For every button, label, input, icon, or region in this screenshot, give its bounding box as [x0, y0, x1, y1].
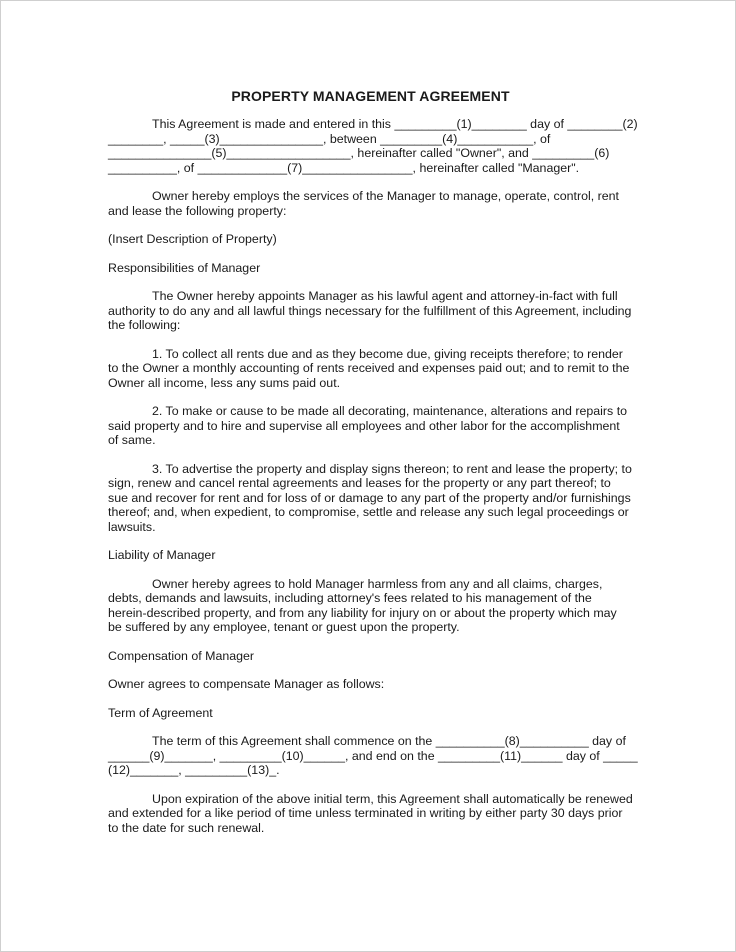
responsibilities-heading: Responsibilities of Manager [108, 260, 261, 275]
intro-paragraph [108, 117, 638, 175]
term-line-3: (12)_______, _________(13)_. [108, 763, 280, 777]
document-title: PROPERTY MANAGEMENT AGREEMENT [231, 88, 510, 104]
liability-heading: Liability of Manager [108, 548, 216, 562]
intro-line-4: __________, of _____________(7)________________, hereinafter called "Manager". [108, 160, 580, 175]
document-page [108, 88, 638, 849]
intro-line-1: This Agreement is made and entered in this _________(1)________ day of ________(2) [152, 117, 638, 131]
responsibility-item-1: 1. To collect all rents due and as they become due, giving receipts therefore; to render to the Owner a monthly accounting of rents received and expenses paid out; and to remit to the Owner all income, less any sums paid out. [108, 346, 630, 390]
responsibility-item-3: 3. To advertise the property and display signs thereon; to rent and lease the property; to sign, renew and cancel rental agreements and leases for the property or any part thereof; to sue and recover for rent and for loss of or damage to any part of the property and/or furnishings thereof; and, when expedient, to compromise, settle and release any such legal proceedings or lawsuits. [108, 461, 632, 534]
term-line-2: ______(9)_______, _________(10)______, and end on the _________(11)______ day of _____ [108, 748, 638, 763]
renewal-paragraph: Upon expiration of the above initial term, this Agreement shall automatically be renewed and extended for a like period of time unless terminated in writing by either party 30 days prior to the date for such renewal. [108, 791, 633, 835]
employ-paragraph: Owner hereby employs the services of the Manager to manage, operate, control, rent and lease the following property: [108, 189, 619, 218]
intro-line-3: _______________(5)__________________, hereinafter called "Owner", and _________(6) [108, 146, 610, 160]
property-placeholder: (Insert Description of Property) [108, 232, 277, 246]
term-heading: Term of Agreement [108, 705, 213, 720]
appoint-paragraph: The Owner hereby appoints Manager as his lawful agent and attorney-in-fact with full authority to do any and all lawful things necessary for the fulfillment of this Agreement, including the following: [108, 289, 632, 332]
intro-line-2: ________, _____(3)_______________, between _________(4)___________, of [108, 131, 551, 146]
term-line-1: The term of this Agreement shall commence on the __________(8)__________ day of [152, 734, 626, 748]
compensation-heading: Compensation of Manager [108, 648, 255, 663]
term-paragraph [108, 734, 638, 778]
responsibility-item-2: 2. To make or cause to be made all decorating, maintenance, alterations and repairs to said property and to hire and supervise all employees and other labor for the accomplishment of same. [108, 404, 628, 447]
liability-paragraph: Owner hereby agrees to hold Manager harmless from any and all claims, charges, debts, demands and lawsuits, including attorney's fees related to his management of the herein-described property, and from any liability for injury on or about the property which may be suffered by any employee, tenant or guest upon the property. [108, 576, 617, 634]
compensation-paragraph: Owner agrees to compensate Manager as follows: [108, 677, 385, 691]
